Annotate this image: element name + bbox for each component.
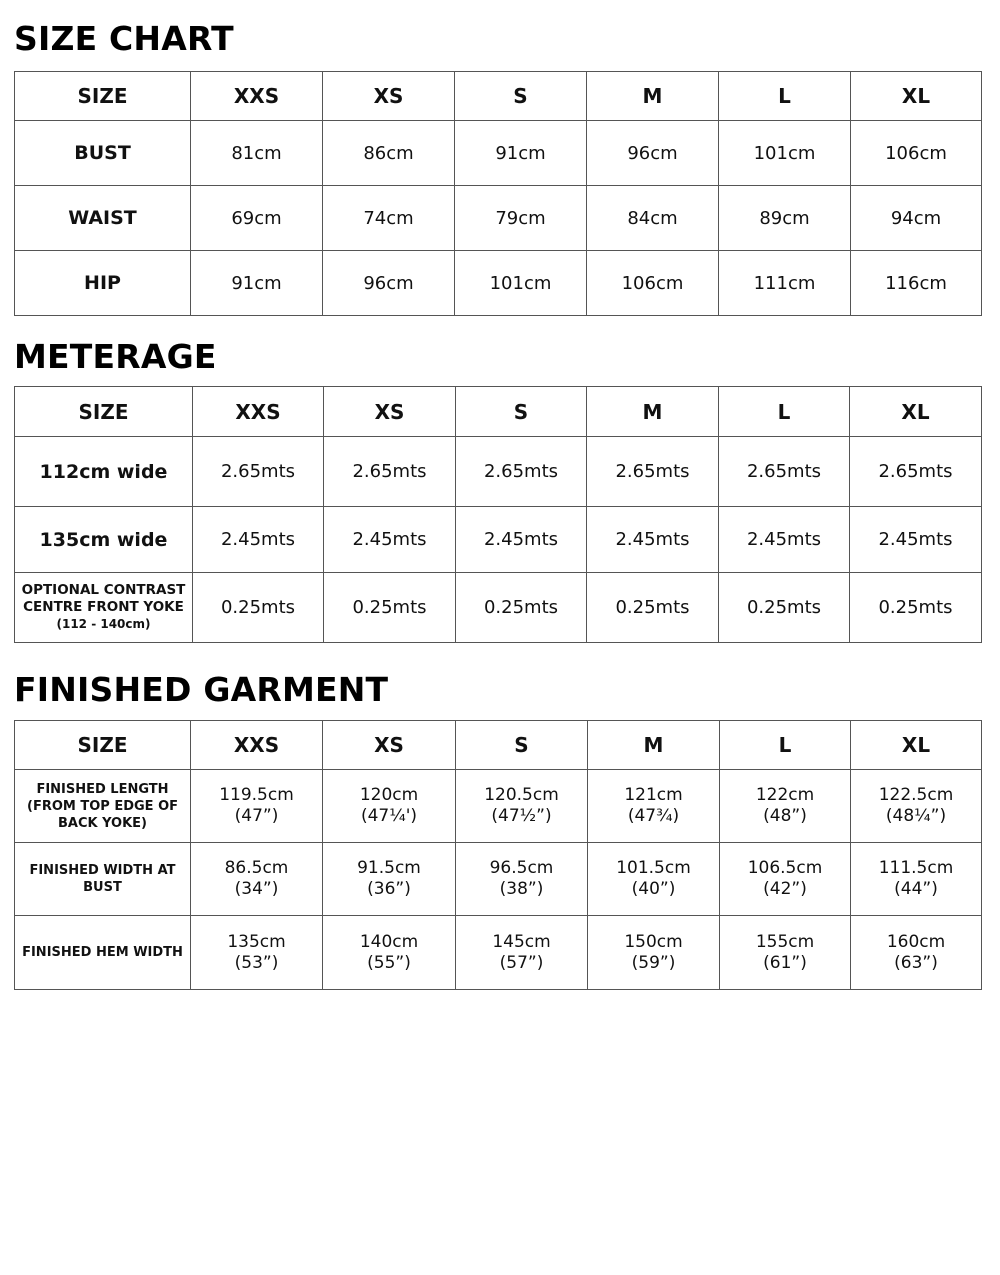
- table-row: [15, 770, 982, 843]
- header-cell: XL: [851, 72, 982, 121]
- cell-imperial: (36”): [367, 879, 411, 899]
- cell-metric: 122.5cm: [878, 785, 954, 805]
- table-cell: [851, 843, 982, 916]
- finished-garment-title: FINISHED GARMENT: [14, 670, 389, 709]
- header-cell: S: [456, 721, 588, 770]
- cell-metric: 135cm: [227, 931, 286, 952]
- table-cell: [588, 770, 720, 843]
- row-label: FINISHED LENGTH (FROM TOP EDGE OF BACK YOKE): [15, 770, 191, 843]
- table-cell: 91cm: [455, 121, 587, 186]
- table-cell: 94cm: [851, 186, 982, 251]
- row-label: [15, 573, 193, 643]
- table-cell: [456, 770, 588, 843]
- table-cell: 2.45mts: [850, 507, 982, 573]
- header-cell: XS: [324, 387, 456, 437]
- table-cell: [851, 770, 982, 843]
- table-cell: 0.25mts: [719, 573, 850, 643]
- table-cell: 96cm: [323, 251, 455, 316]
- table-cell: 2.45mts: [587, 507, 719, 573]
- row-label: 135cm wide: [15, 507, 193, 573]
- header-cell: XXS: [191, 72, 323, 121]
- finished-garment-table: [14, 720, 982, 990]
- header-cell: S: [456, 387, 587, 437]
- table-cell: [323, 770, 456, 843]
- cell-imperial: (47”): [234, 806, 279, 826]
- table-cell: 69cm: [191, 186, 323, 251]
- table-cell: 106cm: [587, 251, 719, 316]
- table-cell: 106cm: [851, 121, 982, 186]
- cell-metric: 121cm: [624, 785, 683, 805]
- table-cell: 79cm: [455, 186, 587, 251]
- cell-imperial: (34”): [234, 879, 279, 899]
- cell-metric: 150cm: [624, 931, 683, 952]
- header-cell: XS: [323, 721, 456, 770]
- table-cell: 89cm: [719, 186, 851, 251]
- table-row: [15, 507, 982, 573]
- cell-metric: 145cm: [492, 931, 551, 952]
- table-cell: 2.65mts: [324, 437, 456, 507]
- header-cell: M: [588, 721, 720, 770]
- row-label: FINISHED HEM WIDTH: [15, 916, 191, 990]
- table-cell: 2.65mts: [193, 437, 324, 507]
- header-cell: S: [455, 72, 587, 121]
- header-cell: XL: [850, 387, 982, 437]
- cell-metric: 120.5cm: [484, 785, 559, 805]
- table-cell: 2.65mts: [719, 437, 850, 507]
- header-cell: SIZE: [15, 387, 193, 437]
- table-cell: [588, 843, 720, 916]
- table-cell: 116cm: [851, 251, 982, 316]
- table-cell: 0.25mts: [850, 573, 982, 643]
- table-cell: 84cm: [587, 186, 719, 251]
- table-row: [15, 121, 982, 186]
- cell-imperial: (55”): [367, 952, 411, 973]
- cell-metric: 122cm: [755, 785, 815, 805]
- size-chart-table: [14, 71, 982, 316]
- table-cell: 2.45mts: [324, 507, 456, 573]
- header-cell: M: [587, 72, 719, 121]
- header-cell: L: [719, 387, 850, 437]
- table-cell: [588, 916, 720, 990]
- table-cell: 2.45mts: [456, 507, 587, 573]
- cell-metric: 160cm: [886, 931, 946, 952]
- size-chart-title: SIZE CHART: [14, 19, 234, 58]
- cell-metric: 96.5cm: [489, 858, 554, 878]
- table-cell: [191, 770, 323, 843]
- table-cell: [720, 770, 851, 843]
- header-cell: XXS: [193, 387, 324, 437]
- table-cell: [720, 916, 851, 990]
- table-row: [15, 573, 982, 643]
- row-label: WAIST: [15, 186, 191, 251]
- cell-metric: 106.5cm: [747, 858, 823, 878]
- table-row: [15, 916, 982, 990]
- cell-metric: 91.5cm: [357, 858, 421, 878]
- table-row: [15, 251, 982, 316]
- cell-imperial: (42”): [763, 879, 807, 899]
- header-cell: XS: [323, 72, 455, 121]
- cell-metric: 86.5cm: [224, 858, 289, 878]
- cell-imperial: (48”): [763, 806, 807, 826]
- table-cell: 2.65mts: [850, 437, 982, 507]
- cell-metric: 119.5cm: [219, 785, 294, 805]
- header-cell: SIZE: [15, 72, 191, 121]
- table-cell: 96cm: [587, 121, 719, 186]
- cell-imperial: (63”): [894, 952, 938, 973]
- row-label: 112cm wide: [15, 437, 193, 507]
- cell-metric: 155cm: [755, 931, 815, 952]
- meterage-table: [14, 386, 982, 643]
- table-cell: 0.25mts: [456, 573, 587, 643]
- table-cell: 2.65mts: [587, 437, 719, 507]
- cell-imperial: (53”): [234, 952, 279, 973]
- table-cell: 2.45mts: [719, 507, 850, 573]
- table-cell: 111cm: [719, 251, 851, 316]
- cell-imperial: (59”): [631, 952, 676, 973]
- cell-imperial: (47¾): [627, 806, 680, 826]
- table-row: [15, 437, 982, 507]
- cell-metric: 120cm: [359, 785, 419, 805]
- cell-imperial: (44”): [894, 879, 938, 899]
- table-cell: [851, 916, 982, 990]
- table-cell: 86cm: [323, 121, 455, 186]
- table-cell: [323, 916, 456, 990]
- header-cell: XXS: [191, 721, 323, 770]
- table-cell: [456, 916, 588, 990]
- table-row: [15, 843, 982, 916]
- table-header-row: [15, 387, 982, 437]
- table-cell: 81cm: [191, 121, 323, 186]
- cell-imperial: (40”): [631, 879, 676, 899]
- cell-metric: 111.5cm: [878, 858, 954, 878]
- cell-metric: 140cm: [359, 931, 419, 952]
- cell-imperial: (61”): [763, 952, 807, 973]
- row-label: FINISHED WIDTH AT BUST: [15, 843, 191, 916]
- table-cell: 101cm: [719, 121, 851, 186]
- row-label: BUST: [15, 121, 191, 186]
- header-cell: SIZE: [15, 721, 191, 770]
- header-cell: L: [719, 72, 851, 121]
- meterage-title: METERAGE: [14, 337, 217, 376]
- table-cell: [720, 843, 851, 916]
- cell-imperial: (47¼'): [360, 806, 418, 826]
- table-cell: [323, 843, 456, 916]
- cell-metric: 101.5cm: [616, 858, 691, 878]
- table-cell: 0.25mts: [193, 573, 324, 643]
- table-row: [15, 186, 982, 251]
- cell-imperial: (38”): [499, 879, 544, 899]
- cell-imperial: (57”): [499, 952, 544, 973]
- table-cell: 74cm: [323, 186, 455, 251]
- cell-imperial: (47½”): [491, 806, 552, 826]
- table-header-row: [15, 72, 982, 121]
- row-label: HIP: [15, 251, 191, 316]
- header-cell: XL: [851, 721, 982, 770]
- table-cell: 0.25mts: [324, 573, 456, 643]
- table-header-row: [15, 721, 982, 770]
- cell-imperial: (48¼”): [885, 806, 947, 826]
- table-cell: 2.45mts: [193, 507, 324, 573]
- header-cell: L: [720, 721, 851, 770]
- row-label-sub: (112 - 140cm): [56, 617, 151, 631]
- header-cell: M: [587, 387, 719, 437]
- table-cell: [191, 916, 323, 990]
- table-cell: 91cm: [191, 251, 323, 316]
- table-cell: [456, 843, 588, 916]
- table-cell: 101cm: [455, 251, 587, 316]
- table-cell: 0.25mts: [587, 573, 719, 643]
- table-cell: [191, 843, 323, 916]
- row-label-text: OPTIONAL CONTRAST CENTRE FRONT YOKE: [21, 582, 186, 615]
- table-cell: 2.65mts: [456, 437, 587, 507]
